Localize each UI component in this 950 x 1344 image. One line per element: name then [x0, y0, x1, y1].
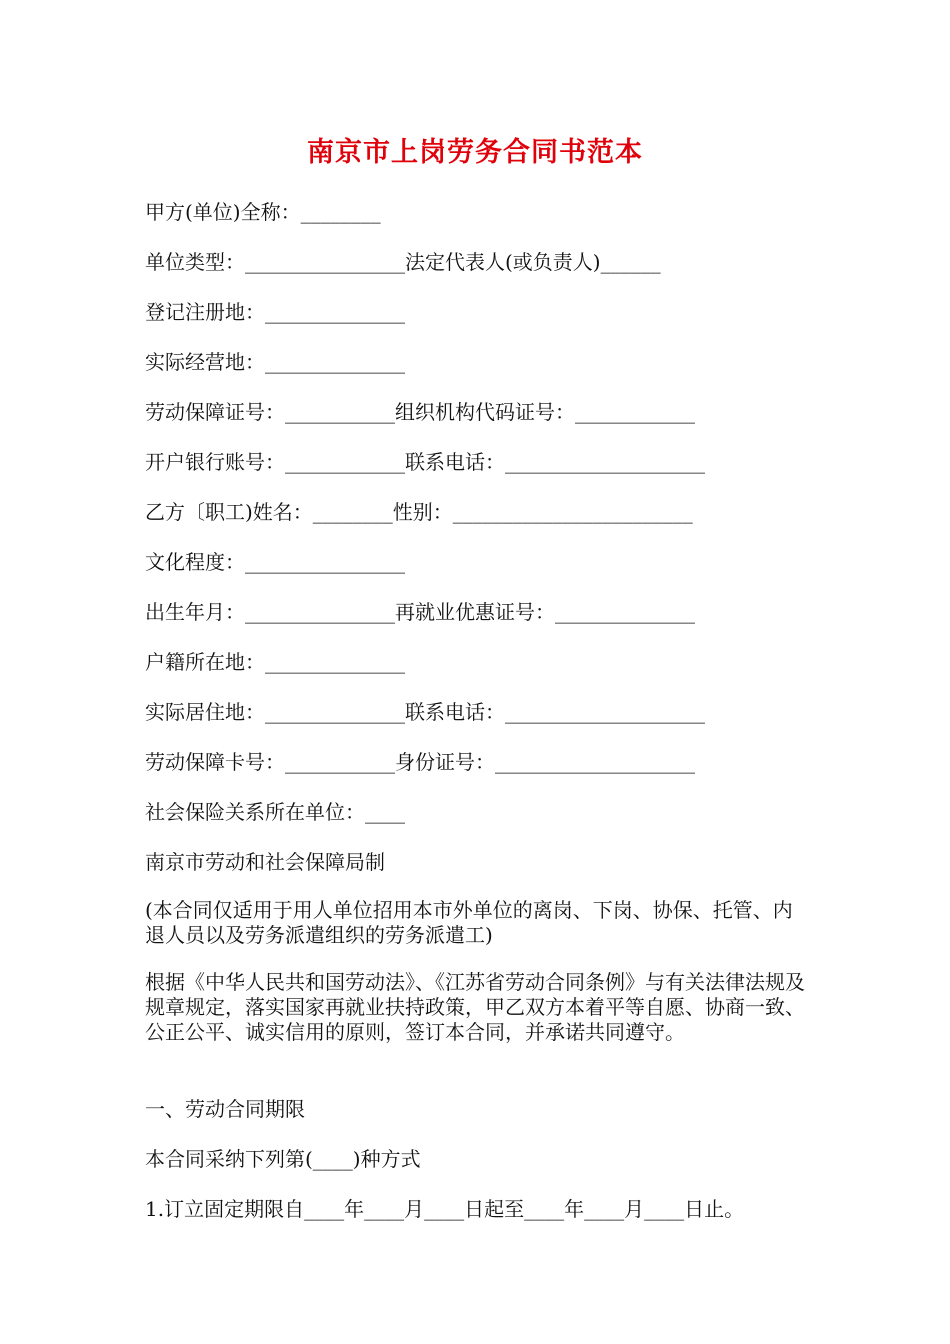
party-b-name-line: 乙方〔职工)姓名：________性别：________________________ [145, 500, 693, 524]
registration-address-line: 登记注册地：______________ [145, 300, 405, 324]
issuer-line: 南京市劳动和社会保障局制 [145, 850, 385, 874]
birth-date-line: 出生年月：_______________再就业优惠证号：______________ [145, 600, 695, 624]
residence-line: 实际居住地：______________联系电话：____________________ [145, 700, 705, 724]
section-1-heading: 一、劳动合同期限 [145, 1097, 305, 1121]
section-1-item-1: 1.订立固定期限自____年____月____日起至____年____月____日止。 [145, 1197, 745, 1221]
bank-account-line: 开户银行账号：____________联系电话：____________________ [145, 450, 705, 474]
unit-type-line: 单位类型：________________法定代表人(或负责人)______ [145, 250, 661, 274]
scope-note: (本合同仅适用于用人单位招用本市外单位的离岗、下岗、协保、托管、内退人员以及劳务派遣组织的劳务派遣工) [145, 898, 793, 947]
education-line: 文化程度：________________ [145, 550, 405, 574]
preamble: 根据《中华人民共和国劳动法》、《江苏省劳动合同条例》与有关法律法规及规章规定，落实国家再就业扶持政策，甲乙双方本着平等自愿、协商一致、公正公平、诚实信用的原则，签订本合同，并承诺共同遵守。 [145, 970, 805, 1044]
household-line: 户籍所在地：______________ [145, 650, 405, 674]
document-title: 南京市上岗劳务合同书范本 [307, 137, 643, 168]
party-a-name-line: 甲方(单位)全称：________ [145, 200, 381, 224]
labor-certificate-line: 劳动保障证号：___________组织机构代码证号：____________ [145, 400, 695, 424]
business-address-line: 实际经营地：______________ [145, 350, 405, 374]
labor-card-line: 劳动保障卡号：___________身份证号：____________________ [145, 750, 695, 774]
social-insurance-line: 社会保险关系所在单位：____ [145, 800, 405, 824]
section-1-method: 本合同采纳下列第(____)种方式 [145, 1147, 421, 1171]
